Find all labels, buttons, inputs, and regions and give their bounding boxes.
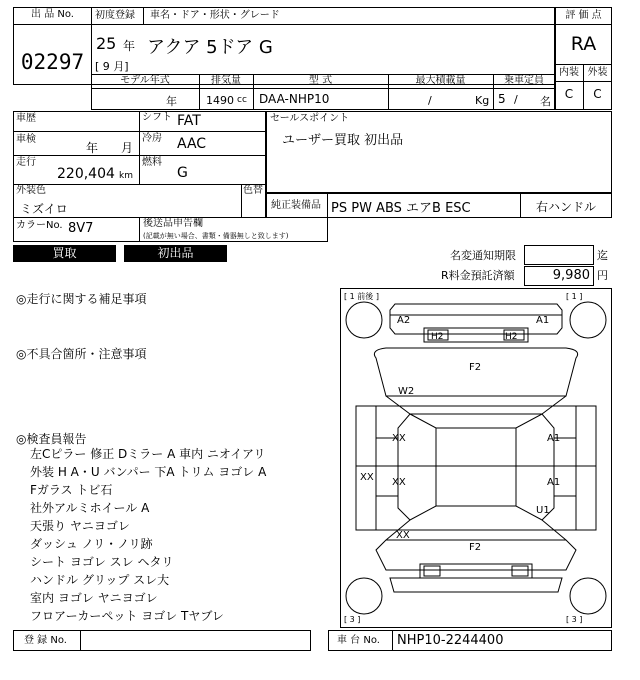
displacement: 1490 <box>206 94 234 107</box>
damage-mark: A1 <box>536 315 550 326</box>
damage-mark: F2 <box>469 362 482 373</box>
inspector-line: Fガラス トビ石 <box>30 483 113 497</box>
mileage-unit: km <box>119 171 133 181</box>
shift: FAT <box>177 113 201 129</box>
model-year-label: モデル年式 <box>120 75 170 86</box>
divider <box>13 131 140 132</box>
inspector-line: 室内 ヨゴレ ヤニヨゴレ <box>30 591 158 605</box>
shift-label: シフト <box>142 112 172 123</box>
car-name-label: 車名・ドア・形状・グレード <box>150 10 280 21</box>
sales-point: ユーザー買取 初出品 <box>282 133 404 148</box>
divider <box>13 24 92 25</box>
damage-mark: A1 <box>547 433 561 444</box>
divider <box>91 24 555 25</box>
inspector-line: ハンドル グリップ スレ大 <box>30 573 170 587</box>
first-reg-year-unit: 年 <box>123 39 136 53</box>
damage-mark: H2 <box>431 332 444 342</box>
first-reg-year: 25 <box>96 34 117 53</box>
lot-no: 02297 <box>20 50 85 74</box>
inspector-line: 外装 H A・U バンパー 下A トリム ヨゴレ A <box>30 465 267 479</box>
supplement-title: ◎走行に関する補足事項 <box>16 292 147 306</box>
first-reg-month: [ 9 月] <box>95 60 129 73</box>
damage-mark: F2 <box>469 542 482 553</box>
exterior-score: C <box>593 87 602 101</box>
shaken-year: 年 <box>86 141 99 155</box>
wheel-icon <box>570 578 606 614</box>
chassis-label: 車 台 No. <box>337 635 380 646</box>
capacity-label: 乗車定員 <box>504 75 544 86</box>
divider <box>139 155 266 156</box>
sales-point-label: セールスポイント <box>270 113 350 124</box>
damage-mark: XX <box>392 477 406 488</box>
capacity: 5 <box>498 92 506 106</box>
type-label: 型 式 <box>308 75 333 86</box>
capacity-unit: 名 <box>540 95 551 108</box>
inspector-line: 社外アルミホイール A <box>30 501 150 515</box>
damage-mark: U1 <box>536 505 550 516</box>
handle: 右ハンドル <box>535 200 596 214</box>
model-year-unit: 年 <box>166 95 177 108</box>
type: DAA-NHP10 <box>259 92 330 106</box>
wheel-icon <box>346 578 382 614</box>
wheel-icon <box>570 302 606 338</box>
divider <box>392 630 393 651</box>
docs-label: 後送品申告欄 <box>143 218 203 229</box>
recycle-unit: 円 <box>597 269 608 282</box>
tag-kaitori: 買取 <box>13 245 116 262</box>
reg-no-label: 登 録 No. <box>24 635 67 646</box>
tag-first-listing: 初出品 <box>124 245 227 262</box>
damage-mark: A2 <box>397 315 411 326</box>
displacement-label: 排気量 <box>211 75 241 86</box>
defects-title: ◎不具合箇所・注意事項 <box>16 347 147 361</box>
ac: AAC <box>177 136 207 152</box>
recycle-value: 9,980 <box>552 268 590 283</box>
corner-label: [ 1 前後 ] <box>344 292 379 301</box>
fuel: G <box>177 165 188 181</box>
color-change-label: 色替 <box>243 185 263 196</box>
divider <box>80 630 81 651</box>
divider <box>555 81 612 82</box>
damage-mark: H2 <box>505 332 518 342</box>
inspector-line: ダッシュ ノリ・ノリ跡 <box>30 537 153 551</box>
name-change-suffix: 迄 <box>597 249 608 262</box>
color-no: 8V7 <box>68 221 94 236</box>
damage-mark: XX <box>392 433 406 444</box>
divider <box>241 184 242 218</box>
shaken-label: 車検 <box>16 134 36 145</box>
corner-label: [ 3 ] <box>566 615 583 624</box>
inspector-line: 天張り ヤニヨゴレ <box>30 519 130 533</box>
divider <box>327 193 328 218</box>
name-change-box <box>524 245 594 265</box>
displacement-unit: cc <box>237 95 247 105</box>
corner-label: [ 1 ] <box>566 292 583 301</box>
equipment-label: 純正装備品 <box>271 200 321 211</box>
divider <box>139 131 266 132</box>
inspector-title: ◎検査員報告 <box>16 432 87 446</box>
eval-label: 評 価 点 <box>565 10 602 21</box>
interior-score: C <box>564 87 574 101</box>
first-reg-label: 初度登録 <box>95 10 135 21</box>
damage-mark: A1 <box>547 477 561 488</box>
chassis-no: NHP10-2244400 <box>397 633 504 648</box>
docs-note: (記載が無い場合、書類・備器無しと致します) <box>143 232 289 240</box>
capacity-sep: / <box>514 93 518 106</box>
lot-no-label: 出 品 No. <box>31 9 74 20</box>
eval-score: RA <box>570 33 597 55</box>
divider <box>91 88 555 89</box>
exterior-label: 外装 <box>587 67 608 78</box>
color-no-label: カラーNo. <box>16 220 63 231</box>
recycle-label: R料金預託済額 <box>441 269 515 282</box>
corner-label: [ 3 ] <box>344 615 361 624</box>
wheel-icon <box>346 302 382 338</box>
max-load-label: 最大積載量 <box>415 75 466 86</box>
inspector-line: 左Cピラー 修正 Dミラー A 車内 ニオイアリ <box>30 447 266 461</box>
history-label: 車歴 <box>16 113 36 124</box>
max-load-sep: / <box>428 94 432 107</box>
divider <box>143 7 144 24</box>
mileage: 220,404 <box>57 166 115 182</box>
ext-color-label: 外装色 <box>16 185 46 196</box>
fuel-label: 燃料 <box>142 157 162 168</box>
ac-label: 冷房 <box>142 133 162 144</box>
inspector-line: フロアーカーペット ヨゴレ Tヤブレ <box>30 609 224 623</box>
damage-mark: XX <box>360 472 374 483</box>
name-change-label: 名変通知期限 <box>450 249 516 262</box>
interior-label: 内装 <box>559 67 579 78</box>
divider <box>555 24 612 25</box>
mileage-label: 走行 <box>16 157 36 168</box>
car-name: アクア 5ドア G <box>147 37 273 58</box>
car-damage-diagram <box>340 288 612 628</box>
damage-mark: W2 <box>398 386 415 397</box>
shaken-month: 月 <box>121 141 134 155</box>
equipment: PS PW ABS エアB ESC <box>331 201 471 216</box>
ext-color: ミズイロ <box>20 202 68 216</box>
inspector-line: シート ヨゴレ スレ ヘタリ <box>30 555 174 569</box>
max-load-unit: Kg <box>475 94 490 107</box>
damage-mark: XX <box>396 530 410 541</box>
